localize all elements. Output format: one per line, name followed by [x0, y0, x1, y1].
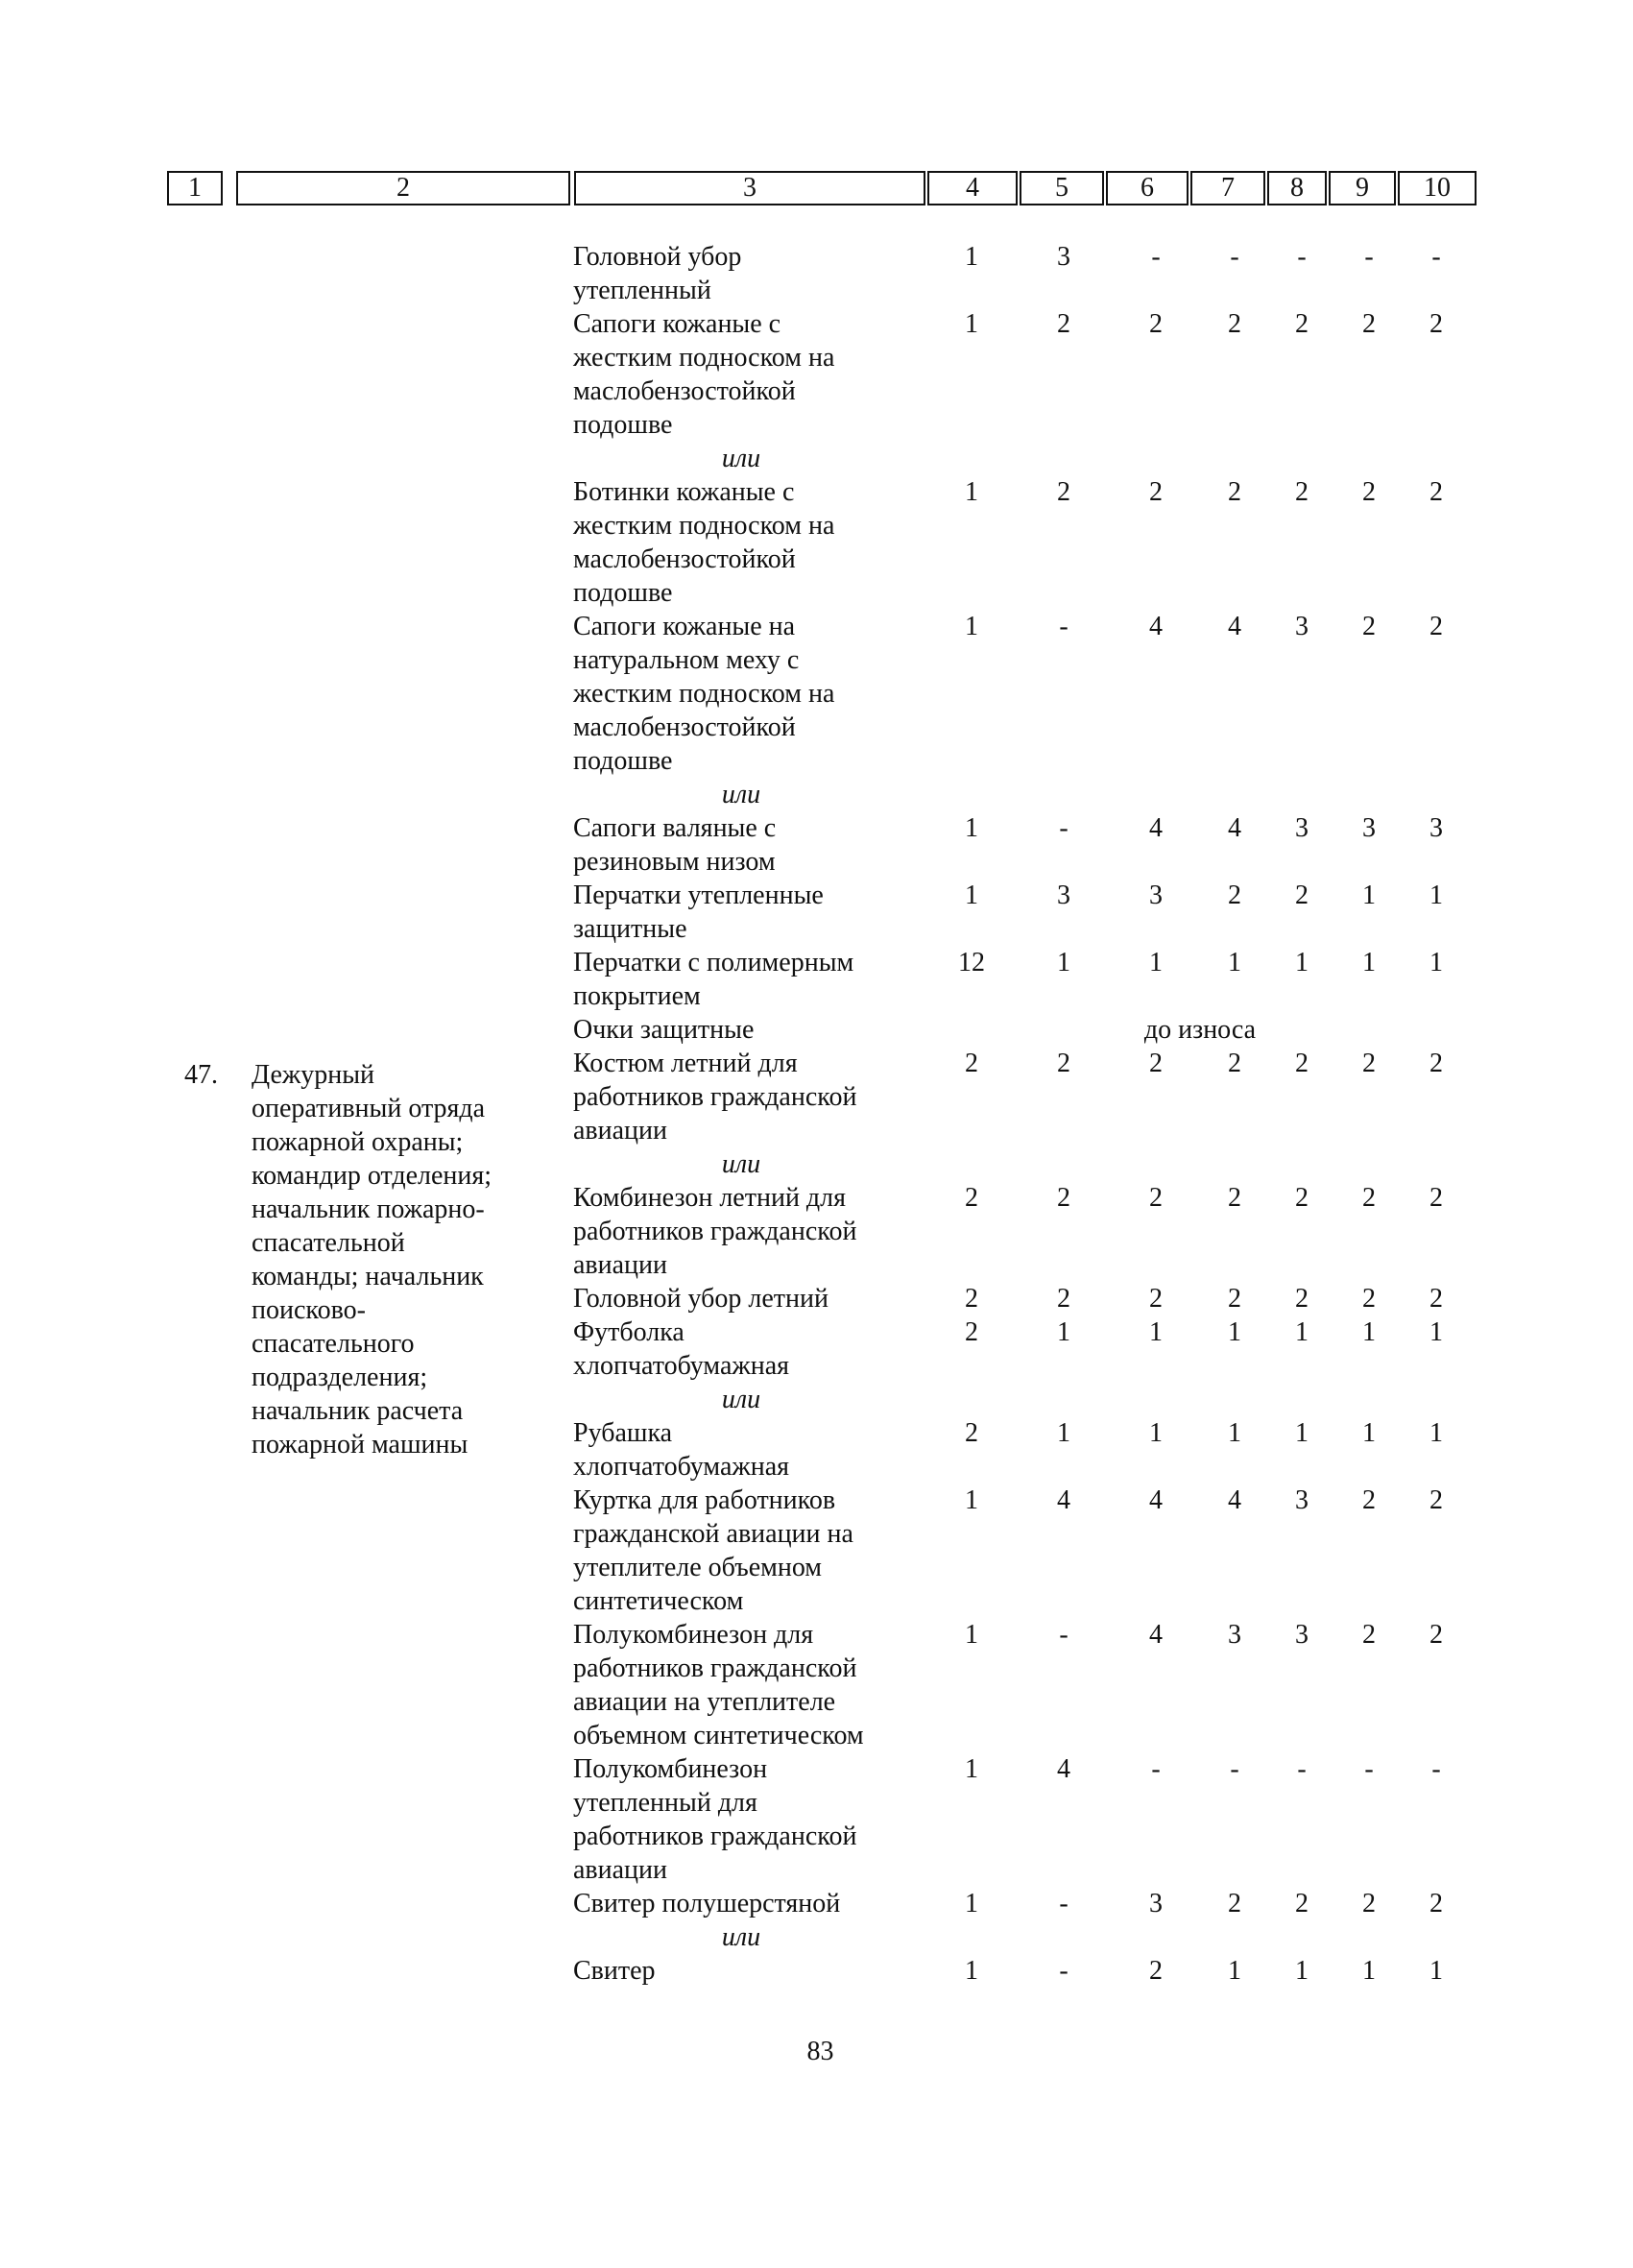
table-row — [0, 1752, 1633, 1887]
item-name-line: работников гражданской — [573, 1822, 857, 1851]
position-line: пожарной машины — [252, 1430, 468, 1460]
table-row — [0, 475, 1633, 610]
value-col-8: 2 — [1295, 881, 1309, 910]
position-line: спасательного — [252, 1329, 415, 1359]
value-col-7: 2 — [1228, 477, 1241, 507]
value-col-6: - — [1151, 242, 1161, 272]
value-col-5: 1 — [1057, 1317, 1070, 1347]
entry-number: 47. — [184, 1060, 218, 1090]
value-col-5: - — [1059, 813, 1069, 843]
value-col-10: 2 — [1429, 477, 1443, 507]
value-col-6: 4 — [1149, 612, 1163, 641]
value-col-4: 1 — [965, 813, 978, 843]
value-col-4: 1 — [965, 477, 978, 507]
value-col-7: 1 — [1228, 948, 1241, 977]
value-col-8: 3 — [1295, 813, 1309, 843]
position-line: Дежурный — [252, 1060, 374, 1090]
value-col-7: 2 — [1228, 1183, 1241, 1213]
value-col-5: 3 — [1057, 881, 1070, 910]
position-line: оперативный отряда — [252, 1094, 486, 1123]
value-col-9: 2 — [1362, 1049, 1376, 1078]
table-row — [0, 1181, 1633, 1282]
item-name-line: авиации — [573, 1855, 668, 1885]
item-name-line: маслобензостойкой — [573, 376, 796, 406]
table-row — [0, 1013, 1633, 1047]
value-col-5: - — [1059, 612, 1069, 641]
value-col-9: 1 — [1362, 1317, 1376, 1347]
value-col-5: 1 — [1057, 948, 1070, 977]
table-row — [0, 1282, 1633, 1315]
table-row — [0, 307, 1633, 442]
value-col-8: 2 — [1295, 1284, 1309, 1314]
alternative-separator: или — [721, 444, 761, 473]
item-name-line: подошве — [573, 746, 673, 776]
value-col-8: 1 — [1295, 948, 1309, 977]
value-col-8: 2 — [1295, 309, 1309, 339]
value-col-8: - — [1297, 1754, 1307, 1784]
item-name-line: подошве — [573, 410, 673, 440]
value-col-7: 2 — [1228, 881, 1241, 910]
value-col-7: 4 — [1228, 1485, 1241, 1515]
value-col-7: - — [1230, 1754, 1239, 1784]
value-col-6: 4 — [1149, 1620, 1163, 1650]
value-col-7: 1 — [1228, 1418, 1241, 1448]
value-col-10: 2 — [1429, 1485, 1443, 1515]
value-col-5: 3 — [1057, 242, 1070, 272]
value-col-7: 2 — [1228, 1284, 1241, 1314]
value-col-7: 2 — [1228, 309, 1241, 339]
header-cell-4: 4 — [927, 171, 1018, 205]
item-name-line: хлопчатобумажная — [573, 1452, 790, 1482]
item-name-line: маслобензостойкой — [573, 544, 796, 574]
value-col-9: 2 — [1362, 1889, 1376, 1918]
value-col-10: 3 — [1429, 813, 1443, 843]
item-name — [573, 1752, 928, 1887]
table-row — [0, 1047, 1633, 1147]
value-col-5: - — [1059, 1956, 1069, 1986]
item-name — [573, 1618, 928, 1752]
item-name-line: работников гражданской — [573, 1082, 857, 1112]
item-name-line: жестким подноском на — [573, 679, 835, 709]
table-row — [0, 1315, 1633, 1383]
item-name-line: авиации — [573, 1116, 668, 1146]
item-name-line: авиации — [573, 1250, 668, 1280]
item-name-line: Костюм летний для — [573, 1049, 798, 1078]
table-row — [0, 1887, 1633, 1920]
item-name-line: Куртка для работников — [573, 1485, 836, 1515]
value-col-10: 2 — [1429, 1889, 1443, 1918]
value-col-7: 3 — [1228, 1620, 1241, 1650]
item-name-line: Сапоги валяные с — [573, 813, 777, 843]
item-name — [573, 879, 928, 946]
table-row — [0, 1954, 1633, 1988]
value-col-6: 2 — [1149, 1049, 1163, 1078]
position-line: пожарной охраны; — [252, 1127, 464, 1157]
value-col-8: - — [1297, 242, 1307, 272]
table-row — [0, 1416, 1633, 1484]
page-number-wrap — [0, 2035, 1633, 2068]
item-name-line: натуральном меху с — [573, 645, 800, 675]
item-name-line: хлопчатобумажная — [573, 1351, 790, 1381]
item-name-line: утеплителе объемном — [573, 1553, 823, 1582]
value-col-6: 4 — [1149, 813, 1163, 843]
value-col-6: 4 — [1149, 1485, 1163, 1515]
header-cell-5: 5 — [1020, 171, 1104, 205]
value-col-9: 1 — [1362, 1956, 1376, 1986]
value-col-8: 3 — [1295, 612, 1309, 641]
item-name-line: Перчатки утепленные — [573, 881, 824, 910]
value-col-9: 2 — [1362, 477, 1376, 507]
value-col-4: 1 — [965, 1889, 978, 1918]
value-col-6: 2 — [1149, 1956, 1163, 1986]
item-name — [573, 1416, 928, 1484]
header-cell-8: 8 — [1267, 171, 1327, 205]
value-col-10: 2 — [1429, 1620, 1443, 1650]
value-col-4: 1 — [965, 309, 978, 339]
value-col-10: 1 — [1429, 881, 1443, 910]
value-col-5: 1 — [1057, 1418, 1070, 1448]
position-line: спасательной — [252, 1228, 405, 1258]
value-col-6: 1 — [1149, 1317, 1163, 1347]
value-col-5: - — [1059, 1620, 1069, 1650]
value-col-9: 2 — [1362, 1284, 1376, 1314]
item-name-line: подошве — [573, 578, 673, 608]
item-name-line: синтетическом — [573, 1586, 744, 1616]
value-col-8: 1 — [1295, 1418, 1309, 1448]
value-col-7: - — [1230, 242, 1239, 272]
value-col-8: 2 — [1295, 1049, 1309, 1078]
item-name — [573, 1047, 928, 1147]
value-col-7: 1 — [1228, 1317, 1241, 1347]
item-name-line: Сапоги кожаные с — [573, 309, 781, 339]
item-name-line: защитные — [573, 914, 687, 944]
item-name — [573, 307, 928, 442]
item-name-line: авиации на утеплителе — [573, 1687, 836, 1717]
item-name-line: Перчатки с полимерным — [573, 948, 854, 977]
value-col-6: 1 — [1149, 1418, 1163, 1448]
value-col-9: 2 — [1362, 612, 1376, 641]
value-col-9: - — [1364, 242, 1374, 272]
value-col-9: - — [1364, 1754, 1374, 1784]
value-col-8: 1 — [1295, 1956, 1309, 1986]
value-span: до износа — [1143, 1015, 1257, 1045]
header-cell-6: 6 — [1106, 171, 1189, 205]
value-col-5: 2 — [1057, 1284, 1070, 1314]
value-col-7: 1 — [1228, 1956, 1241, 1986]
value-col-10: 2 — [1429, 612, 1443, 641]
value-col-4: 1 — [965, 1485, 978, 1515]
item-name — [573, 946, 928, 1013]
page-number: 83 — [806, 2037, 834, 2066]
header-cell-9: 9 — [1329, 171, 1396, 205]
alternative-separator: или — [721, 780, 761, 809]
item-name — [573, 1013, 928, 1047]
value-col-8: 3 — [1295, 1485, 1309, 1515]
value-col-4: 2 — [965, 1418, 978, 1448]
item-name-line: утепленный — [573, 276, 711, 305]
item-name-line: Головной убор летний — [573, 1284, 829, 1314]
value-col-5: 4 — [1057, 1754, 1070, 1784]
value-col-10: - — [1431, 242, 1441, 272]
item-name-line: работников гражданской — [573, 1653, 857, 1683]
item-name-line: Полукомбинезон для — [573, 1620, 814, 1650]
item-name — [573, 811, 928, 879]
value-col-7: 4 — [1228, 612, 1241, 641]
item-name-line: маслобензостойкой — [573, 712, 796, 742]
value-col-4: 12 — [958, 948, 985, 977]
value-col-6: 1 — [1149, 948, 1163, 977]
value-col-8: 2 — [1295, 477, 1309, 507]
table-row — [0, 811, 1633, 879]
table-row — [0, 946, 1633, 1013]
item-name-line: Ботинки кожаные с — [573, 477, 795, 507]
item-name-line: Комбинезон летний для — [573, 1183, 847, 1213]
value-col-4: 1 — [965, 1620, 978, 1650]
value-col-10: 1 — [1429, 948, 1443, 977]
value-col-5: 2 — [1057, 1049, 1070, 1078]
item-name-line: Полукомбинезон — [573, 1754, 768, 1784]
value-col-4: 1 — [965, 242, 978, 272]
value-col-9: 1 — [1362, 881, 1376, 910]
value-col-9: 1 — [1362, 1418, 1376, 1448]
table-row — [0, 610, 1633, 778]
alternative-separator: или — [721, 1149, 761, 1179]
header-cell-3: 3 — [574, 171, 925, 205]
value-col-10: 2 — [1429, 1284, 1443, 1314]
value-col-4: 2 — [965, 1183, 978, 1213]
value-col-10: 1 — [1429, 1418, 1443, 1448]
position-line: командир отделения; — [252, 1161, 492, 1191]
position-line: подразделения; — [252, 1363, 428, 1392]
value-col-5: 4 — [1057, 1485, 1070, 1515]
value-col-9: 2 — [1362, 1620, 1376, 1650]
table-row — [0, 879, 1633, 946]
item-name-line: Свитер полушерстяной — [573, 1889, 841, 1918]
item-name — [573, 1282, 928, 1315]
value-col-6: - — [1151, 1754, 1161, 1784]
item-name-line: объемном синтетическом — [573, 1721, 864, 1750]
table-row — [0, 240, 1633, 307]
value-col-7: 4 — [1228, 813, 1241, 843]
value-col-10: 1 — [1429, 1317, 1443, 1347]
header-cell-7: 7 — [1190, 171, 1265, 205]
alternative-separator: или — [721, 1922, 761, 1952]
header-cell-2: 2 — [236, 171, 570, 205]
value-col-8: 1 — [1295, 1317, 1309, 1347]
value-col-7: 2 — [1228, 1049, 1241, 1078]
item-name-line: жестким подноском на — [573, 343, 835, 373]
value-col-6: 2 — [1149, 309, 1163, 339]
value-col-6: 2 — [1149, 1183, 1163, 1213]
value-col-10: 2 — [1429, 1049, 1443, 1078]
value-col-4: 1 — [965, 881, 978, 910]
value-col-9: 2 — [1362, 309, 1376, 339]
item-name — [573, 1887, 928, 1920]
protective-clothing-list — [0, 240, 1633, 1988]
value-col-10: - — [1431, 1754, 1441, 1784]
header-cell-1: 1 — [167, 171, 223, 205]
item-name-line: жестким подноском на — [573, 511, 835, 541]
position-line: команды; начальник — [252, 1262, 484, 1291]
position-line: начальник пожарно- — [252, 1194, 485, 1224]
item-name-line: работников гражданской — [573, 1217, 857, 1246]
item-name — [573, 610, 928, 778]
item-name-line: Головной убор — [573, 242, 742, 272]
value-col-5: - — [1059, 1889, 1069, 1918]
value-col-9: 2 — [1362, 1485, 1376, 1515]
value-col-9: 3 — [1362, 813, 1376, 843]
value-col-5: 2 — [1057, 477, 1070, 507]
value-col-5: 2 — [1057, 1183, 1070, 1213]
table-row — [0, 1484, 1633, 1618]
value-col-6: 2 — [1149, 1284, 1163, 1314]
item-name-line: Рубашка — [573, 1418, 673, 1448]
value-col-6: 2 — [1149, 477, 1163, 507]
item-name-line: Сапоги кожаные на — [573, 612, 796, 641]
value-col-4: 2 — [965, 1317, 978, 1347]
item-name-line: Футболка — [573, 1317, 684, 1347]
value-col-4: 1 — [965, 1754, 978, 1784]
value-col-8: 3 — [1295, 1620, 1309, 1650]
value-col-10: 1 — [1429, 1956, 1443, 1986]
value-col-9: 1 — [1362, 948, 1376, 977]
value-col-6: 3 — [1149, 1889, 1163, 1918]
item-name-line: гражданской авиации на — [573, 1519, 853, 1549]
item-name-line: резиновым низом — [573, 847, 776, 877]
item-name-line: утепленный для — [573, 1788, 757, 1818]
item-name-line: Очки защитные — [573, 1015, 755, 1045]
item-name — [573, 1181, 928, 1282]
item-name-line: покрытием — [573, 981, 701, 1011]
table-row — [0, 1618, 1633, 1752]
item-name — [573, 1315, 928, 1383]
value-col-10: 2 — [1429, 309, 1443, 339]
value-col-9: 2 — [1362, 1183, 1376, 1213]
value-col-4: 2 — [965, 1049, 978, 1078]
value-col-10: 2 — [1429, 1183, 1443, 1213]
item-name — [573, 1954, 928, 1988]
value-col-8: 2 — [1295, 1183, 1309, 1213]
position-line: поисково- — [252, 1295, 366, 1325]
header-cell-10: 10 — [1398, 171, 1477, 205]
item-name — [573, 240, 928, 307]
value-col-4: 1 — [965, 1956, 978, 1986]
value-col-4: 2 — [965, 1284, 978, 1314]
position-line: начальник расчета — [252, 1396, 464, 1426]
value-col-4: 1 — [965, 612, 978, 641]
item-name — [573, 1484, 928, 1618]
alternative-separator: или — [721, 1385, 761, 1414]
value-col-6: 3 — [1149, 881, 1163, 910]
value-col-8: 2 — [1295, 1889, 1309, 1918]
value-col-7: 2 — [1228, 1889, 1241, 1918]
item-name — [573, 475, 928, 610]
item-name-line: Свитер — [573, 1956, 656, 1986]
value-col-5: 2 — [1057, 309, 1070, 339]
